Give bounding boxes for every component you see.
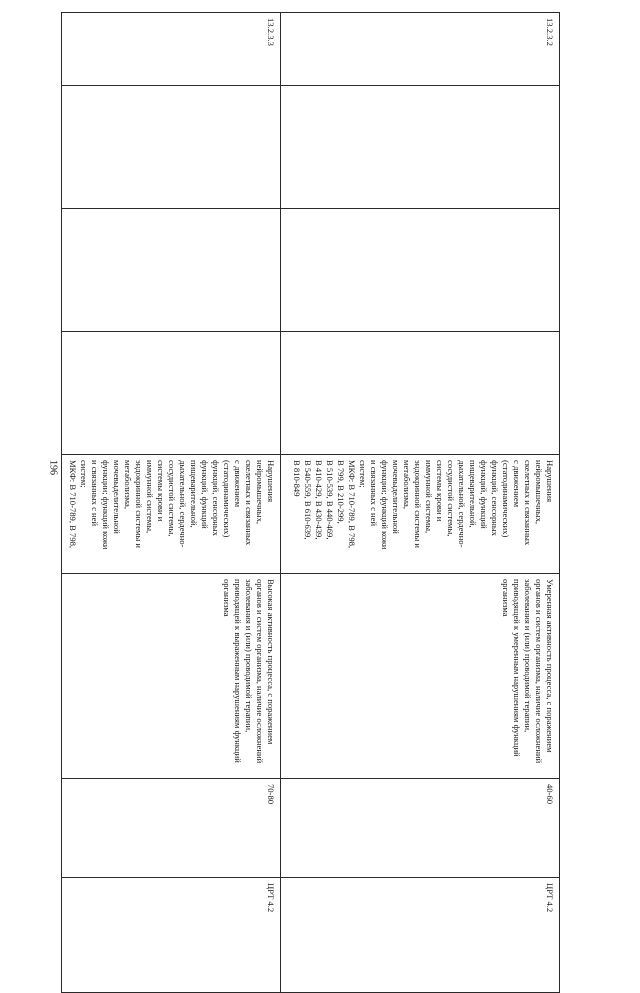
description-text: Высокая активность процесса, с поражением органов и систем организма, наличие осложнений заболевания и (или) проводимой терапии, приводящей к выраженным нарушениям функций организма: [222, 579, 276, 764]
description-cell: [62, 574, 281, 779]
percent-cell: [62, 779, 281, 878]
table-row: [62, 13, 281, 993]
reference-cell: [62, 878, 281, 993]
empty-cell: [62, 332, 281, 455]
empty-cell: [281, 332, 560, 455]
table-row: [281, 13, 560, 993]
page-number: 196: [47, 460, 59, 475]
impairment-cell: [281, 455, 560, 574]
percent-cell: [281, 779, 560, 878]
empty-cell: [62, 86, 281, 209]
reference-value: ЦРТ 4.2: [545, 883, 555, 913]
impairment-cell: [62, 455, 281, 574]
empty-cell: [281, 209, 560, 332]
empty-cell: [62, 209, 281, 332]
row-code: 13.2.3.2: [545, 18, 555, 46]
impairment-text: Нарушения нейромышечных, скелетных и связанных с движением (статодинамических) функций, сенсорных функций, функций пищеварительной, дыхательной, сердечно- сосудистой системы, системы крови и иммунной системы, эндокринной системы и метаболизма, мочевыделительной функции; функций кожи и связанных с ней систем; МКФ: В 710-789, В 798,: [68, 460, 276, 550]
reference-cell: [281, 878, 560, 993]
percent-value: 40-60: [545, 784, 555, 805]
description-cell: [281, 574, 560, 779]
rotated-page: [66, 12, 560, 913]
reference-value: ЦРТ 4.2: [266, 883, 276, 913]
row-code: 13.2.3.3: [266, 18, 276, 46]
row-code-cell: [62, 13, 281, 86]
percent-value: 70-80: [266, 784, 276, 805]
impairment-text: Нарушения нейромышечных, скелетных и связанных с движением (статодинамических) функций, сенсорных функций, функций пищеварительной, дыхательной, сердечно- сосудистой системы, системы крови и иммунной системы, эндокринной системы и метаболизма, мочевыделительной функции; функций кожи и связанных с ней систем; МКФ: В 710-789, В 798, В 799, В 210-299, В 510-539, В 440-469, В 410-429, В 430-439, В 540-559, В 610-639, В 810-849: [292, 460, 555, 550]
empty-cell: [281, 86, 560, 209]
description-text: Умеренная активность процесса, с поражением органов и систем организма, наличие осложнений заболевания и (или) проводимой терапии, приводящей к умеренным нарушениям функций организма: [501, 579, 555, 764]
row-code-cell: [281, 13, 560, 86]
classification-table: [61, 12, 560, 993]
